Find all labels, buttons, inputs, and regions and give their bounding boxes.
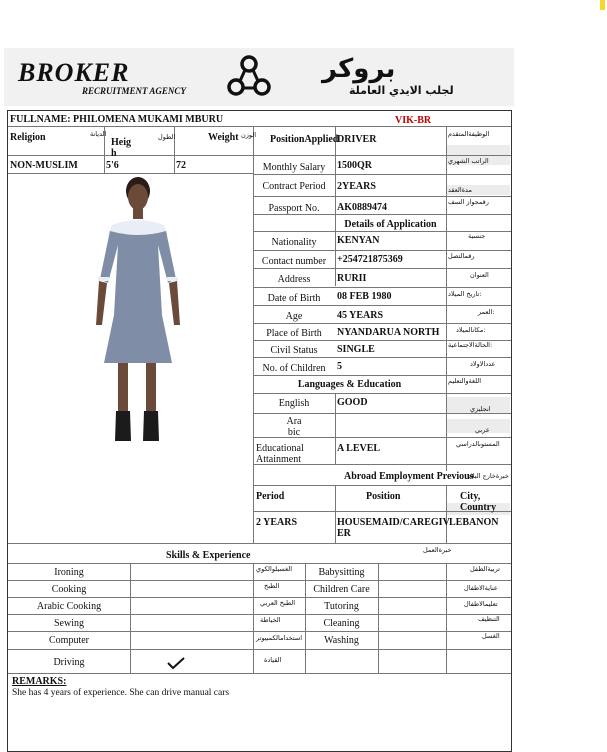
agency-header [4, 48, 514, 106]
abroad-col-period: Period [256, 491, 285, 502]
monthly-salary-label-ar: الراتب الشهري [448, 157, 489, 165]
skill-washing-label: Washing [324, 635, 359, 646]
abroad-position-value: HOUSEMAID/CAREGIV ER [337, 517, 450, 539]
brand-name-ar: بروكر [322, 54, 396, 84]
weight-label-ar: الوزن [241, 131, 257, 139]
skills-section-title: Skills & Experience [166, 550, 251, 561]
position-applied-label: PositionApplied [270, 134, 339, 145]
checkmark-icon [166, 656, 186, 670]
fullname: FULLNAME: PHILOMENA MUKAMI MBURU [10, 114, 224, 125]
passport-label-ar: رقمجواز السف [448, 198, 489, 206]
age-label-ar: العمر: [478, 308, 495, 316]
languages-section-title: Languages & Education [297, 379, 402, 390]
skill-tutoring-label: Tutoring [324, 601, 359, 612]
contact-number-label-ar: رقمالتصل [448, 252, 475, 260]
skill-washing-label-ar: الغسل [482, 632, 500, 640]
skills-section-title-ar: خبرةالعمل [423, 546, 452, 554]
address-value: RURII [337, 273, 367, 284]
arabic-label: Ara bic [286, 416, 302, 438]
remarks-text: She has 4 years of experience. She can drive manual cars [12, 688, 230, 698]
skill-computer-label: Computer [49, 635, 89, 646]
weight-label: Weight [208, 132, 239, 143]
abroad-col-city: City, Country [460, 491, 497, 513]
skill-arabic-cooking-label-ar: الطبخ العربي [260, 599, 296, 607]
english-label: English [278, 398, 310, 409]
arabic-label-ar: عربي [475, 426, 490, 434]
passport-label: Passport No. [268, 203, 320, 214]
civil-status-value: SINGLE [337, 344, 375, 355]
languages-section-title-ar: اللغةوالتعليم [448, 377, 482, 385]
age-value: 45 YEARS [337, 310, 384, 321]
english-label-ar: انجليزي [470, 405, 491, 413]
religion-label: Religion [10, 132, 46, 143]
skill-sewing-label-ar: الخياطة [260, 616, 281, 624]
skill-babysitting-label-ar: تربيةالطفل [470, 565, 500, 573]
skill-driving-label: Driving [53, 657, 85, 668]
skill-cooking-label: Cooking [51, 584, 87, 595]
candidate-photo [88, 175, 188, 447]
skill-children-care-label-ar: عنايةالاطفال [464, 584, 498, 592]
position-applied-value: DRIVER [337, 134, 377, 145]
education-label-ar: المستوىالدراسي [456, 440, 500, 448]
corner-mark [600, 0, 605, 10]
nationality-label: Nationality [271, 237, 317, 248]
place-of-birth-value: NYANDARUA NORTH [337, 327, 440, 338]
height-label-ar: الطول [158, 133, 176, 141]
place-of-birth-label: Place of Birth [266, 328, 322, 339]
abroad-section-title: Abroad Employment Previous [344, 471, 474, 482]
abroad-city-value: LEBANON [449, 517, 499, 528]
passport-value: AK0889474 [337, 202, 387, 213]
skill-ironing-label-ar: الغسيلوالكوي [256, 565, 293, 573]
height-label: Heig h [111, 137, 131, 159]
reference-code: VIK-BR [395, 115, 432, 126]
skill-tutoring-label-ar: تعليمالاطفال [464, 600, 498, 608]
skill-computer-label-ar: استخدامالكمبيوتر [256, 634, 303, 642]
triangle-rings-logo-icon [226, 54, 272, 100]
skill-children-care-label: Children Care [313, 584, 370, 595]
skill-arabic-cooking-label: Arabic Cooking [36, 601, 102, 612]
skill-ironing-label: Ironing [54, 567, 84, 578]
religion-label-ar: الديانة [90, 130, 107, 138]
height-value: 5'6 [106, 160, 119, 171]
religion-value: NON-MUSLIM [10, 160, 78, 171]
abroad-col-position: Position [366, 491, 401, 502]
civil-status-label-ar: الحالةالاجتماعية: [448, 341, 493, 349]
application-section-title: Details of Application [344, 219, 437, 230]
education-label: Educational Attainment [256, 443, 304, 465]
contract-period-label-ar: مدةالعقد [448, 186, 472, 194]
skill-cleaning-label-ar: التنظيف [478, 615, 500, 623]
place-of-birth-label-ar: مكانالميلاد: [456, 326, 486, 334]
contact-number-label: Contact number [261, 256, 327, 267]
skill-cooking-label-ar: الطبخ [264, 582, 280, 590]
address-label-ar: العنوان [470, 271, 489, 279]
children-value: 5 [337, 361, 342, 372]
brand-name-en: BROKER [18, 58, 130, 87]
contract-period-label: Contract Period [262, 181, 326, 192]
skill-driving-label-ar: القيادة [264, 656, 282, 664]
contract-period-value: 2YEARS [337, 181, 376, 192]
abroad-section-title-ar: خبرةخارج البلاد [468, 472, 509, 480]
address-label: Address [277, 274, 311, 285]
skill-sewing-label: Sewing [54, 618, 84, 629]
remarks-title: REMARKS: [12, 676, 67, 687]
cv-form [7, 110, 512, 752]
contact-number-value: +254721875369 [337, 254, 403, 265]
civil-status-label: Civil Status [270, 345, 318, 356]
brand-subtitle-en: RECRUITMENT AGENCY [82, 86, 186, 96]
children-label: No. of Children [262, 363, 326, 374]
brand-subtitle-ar: لجلب الايدي العاملة [349, 84, 454, 97]
date-of-birth-value: 08 FEB 1980 [337, 291, 392, 302]
skill-cleaning-label: Cleaning [323, 618, 360, 629]
monthly-salary-value: 1500QR [337, 160, 372, 171]
skill-babysitting-label: Babysitting [318, 567, 365, 578]
children-label-ar: عددالاولاد [470, 360, 496, 368]
date-of-birth-label-ar: تاريخ الميلاد: [448, 290, 482, 298]
english-value: GOOD [337, 397, 368, 408]
weight-value: 72 [176, 160, 186, 171]
education-value: A LEVEL [337, 443, 381, 454]
position-applied-label-ar: الوظيفةالمتقدم [448, 130, 490, 138]
nationality-label-ar: جنسية [468, 232, 486, 240]
date-of-birth-label: Date of Birth [267, 293, 321, 304]
abroad-period-value: 2 YEARS [256, 517, 298, 528]
nationality-value: KENYAN [337, 235, 380, 246]
monthly-salary-label: Monthly Salary [262, 162, 326, 173]
age-label: Age [285, 311, 303, 322]
